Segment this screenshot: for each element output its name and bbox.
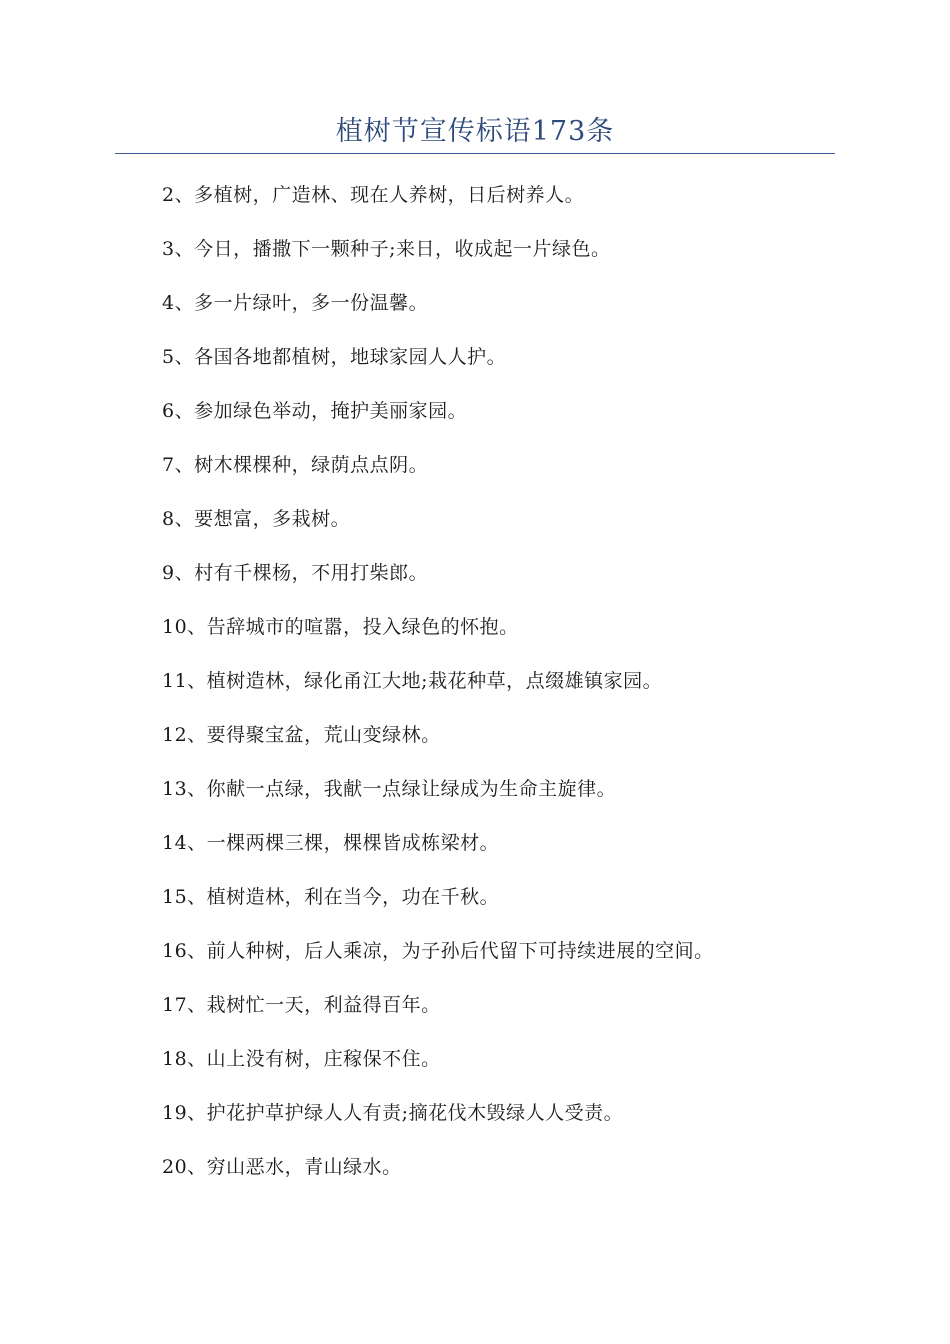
list-item: 13、你献一点绿，我献一点绿让绿成为生命主旋律。: [162, 778, 617, 800]
list-item: 6、参加绿色举动，掩护美丽家园。: [162, 400, 468, 422]
list-item: 10、告辞城市的喧嚣，投入绿色的怀抱。: [162, 616, 519, 638]
page-title: 植树节宣传标语173条: [335, 116, 615, 147]
list-item: 2、多植树，广造林、现在人养树，日后树养人。: [162, 184, 585, 206]
list-item: 9、村有千棵杨，不用打柴郎。: [162, 562, 429, 584]
list-item: 17、栽树忙一天，利益得百年。: [162, 994, 441, 1016]
list-item: 3、今日，播撒下一颗种子;来日，收成起一片绿色。: [162, 238, 611, 260]
list-item: 15、植树造林，利在当今，功在千秋。: [162, 886, 500, 908]
list-item: 12、要得聚宝盆，荒山变绿林。: [162, 724, 441, 746]
list-item: 16、前人种树，后人乘凉，为子孙后代留下可持续进展的空间。: [162, 940, 714, 962]
list-item: 14、一棵两棵三棵，棵棵皆成栋梁材。: [162, 832, 500, 854]
list-item: 8、要想富，多栽树。: [162, 508, 351, 530]
list-item: 20、穷山恶水，青山绿水。: [162, 1156, 402, 1178]
list-item: 5、各国各地都植树，地球家园人人护。: [162, 346, 507, 368]
list-item: 19、护花护草护绿人人有责;摘花伐木毁绿人人受责。: [162, 1102, 624, 1124]
slogan-list: [162, 178, 862, 1204]
list-item: 4、多一片绿叶，多一份温馨。: [162, 292, 429, 314]
list-item: 11、植树造林，绿化甬江大地;栽花种草，点缀雄镇家园。: [162, 670, 663, 692]
title-underline: [115, 153, 835, 154]
list-item: 18、山上没有树，庄稼保不住。: [162, 1048, 441, 1070]
list-item: 7、树木棵棵种，绿荫点点阴。: [162, 454, 429, 476]
